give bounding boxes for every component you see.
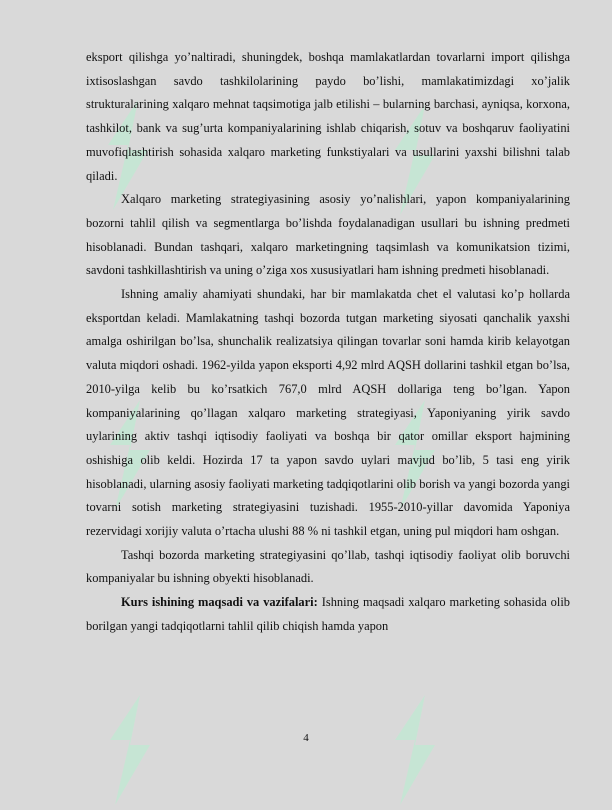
page-number: 4 bbox=[303, 732, 309, 744]
paragraph bbox=[86, 591, 570, 638]
watermark-logo-icon bbox=[385, 690, 445, 810]
paragraph: eksport qilishga yo’naltiradi, shuningdek, boshqa mamlakatlardan tovarlarni import qilishga ixtisoslashgan savdo tashkilolarining paydo bo’lishi, mamlakatimizdagi xo’jalik strukturalarining xalqaro mehnat taqsimotiga jalb etilishi – bularning barchasi, ayniqsa, korxona, tashkilot, bank va sug’urta kompaniyalarining ishlab chiqarish, sotuv va boshqaruv faoliyatini muvofiqlashtirish sohasida xalqaro marketing funkstiyalari va usullarini yaxshi bilishni talab qiladi. bbox=[86, 50, 570, 183]
paragraph: Ishning amaliy ahamiyati shundaki, har bir mamlakatda chet el valutasi ko’p hollarda eksportdan keladi. Mamlakatning tashqi bozorda tutgan marketing siyosati qanchalik yaxshi amalga oshirilgan bo’lsa, shunchalik realizatsiya qilingan tovarlar soni hamda kirib kelayotgan valuta miqdori oshadi. 1962-yilda yapon eksporti 4,92 mlrd AQSH dollarini tashkil etgan bo’lsa, 2010-yilga kelib bu ko’rsatkich 767,0 mlrd AQSH dollariga teng bo’lgan. Yapon kompaniyalarining qo’llagan xalqaro marketing strategiyasi, Yaponiyaning yirik savdo uylarining aktiv tashqi iqtisodiy faoliyati va boshqa bir qator omillar eksport hajmining oshishiga olib keldi. Hozirda 17 ta yapon savdo uylari mavjud bo’lib, 5 tasi eng yirik hisoblanadi, ularning asosiy faoliyati marketing tadqiqotlarini olib borish va yangi bozorda yangi tovarni sotish marketing strategiyasini tuzishadi. 1955-2010-yillar davomida Yaponiya rezervidagi xorijiy valuta o’rtacha ulushi 88 % ni tashkil etgan, uning pul miqdori ham oshgan. bbox=[86, 287, 570, 539]
paragraph-text: Ishning maqsadi xalqaro marketing sohasida olib borilgan yangi tadqiqotlarni tahlil qilib chiqish hamda yapon bbox=[86, 595, 571, 633]
watermark-logo-icon bbox=[100, 690, 160, 810]
section-heading: Kurs ishining maqsadi va vazifalari: bbox=[121, 595, 318, 610]
document-body bbox=[86, 46, 570, 639]
paragraph: Tashqi bozorda marketing strategiyasini qo’llab, tashqi iqtisodiy faoliyat olib boruvchi kompaniyalar bu ishning obyekti hisoblanadi. bbox=[86, 547, 570, 586]
paragraph: Xalqaro marketing strategiyasining asosiy yo’nalishlari, yapon kompaniyalarining bozorni tahlil qilish va segmentlarga bo’lishda foydalanadigan usullari bu ishning predmeti hisoblanadi. Bundan tashqari, xalqaro marketingning taqsimlash va komunikatsion tizimi, savdoni tashkillashtirish va uning o’ziga xos xususiyatlari ham ishning predmeti hisoblanadi. bbox=[86, 192, 570, 278]
